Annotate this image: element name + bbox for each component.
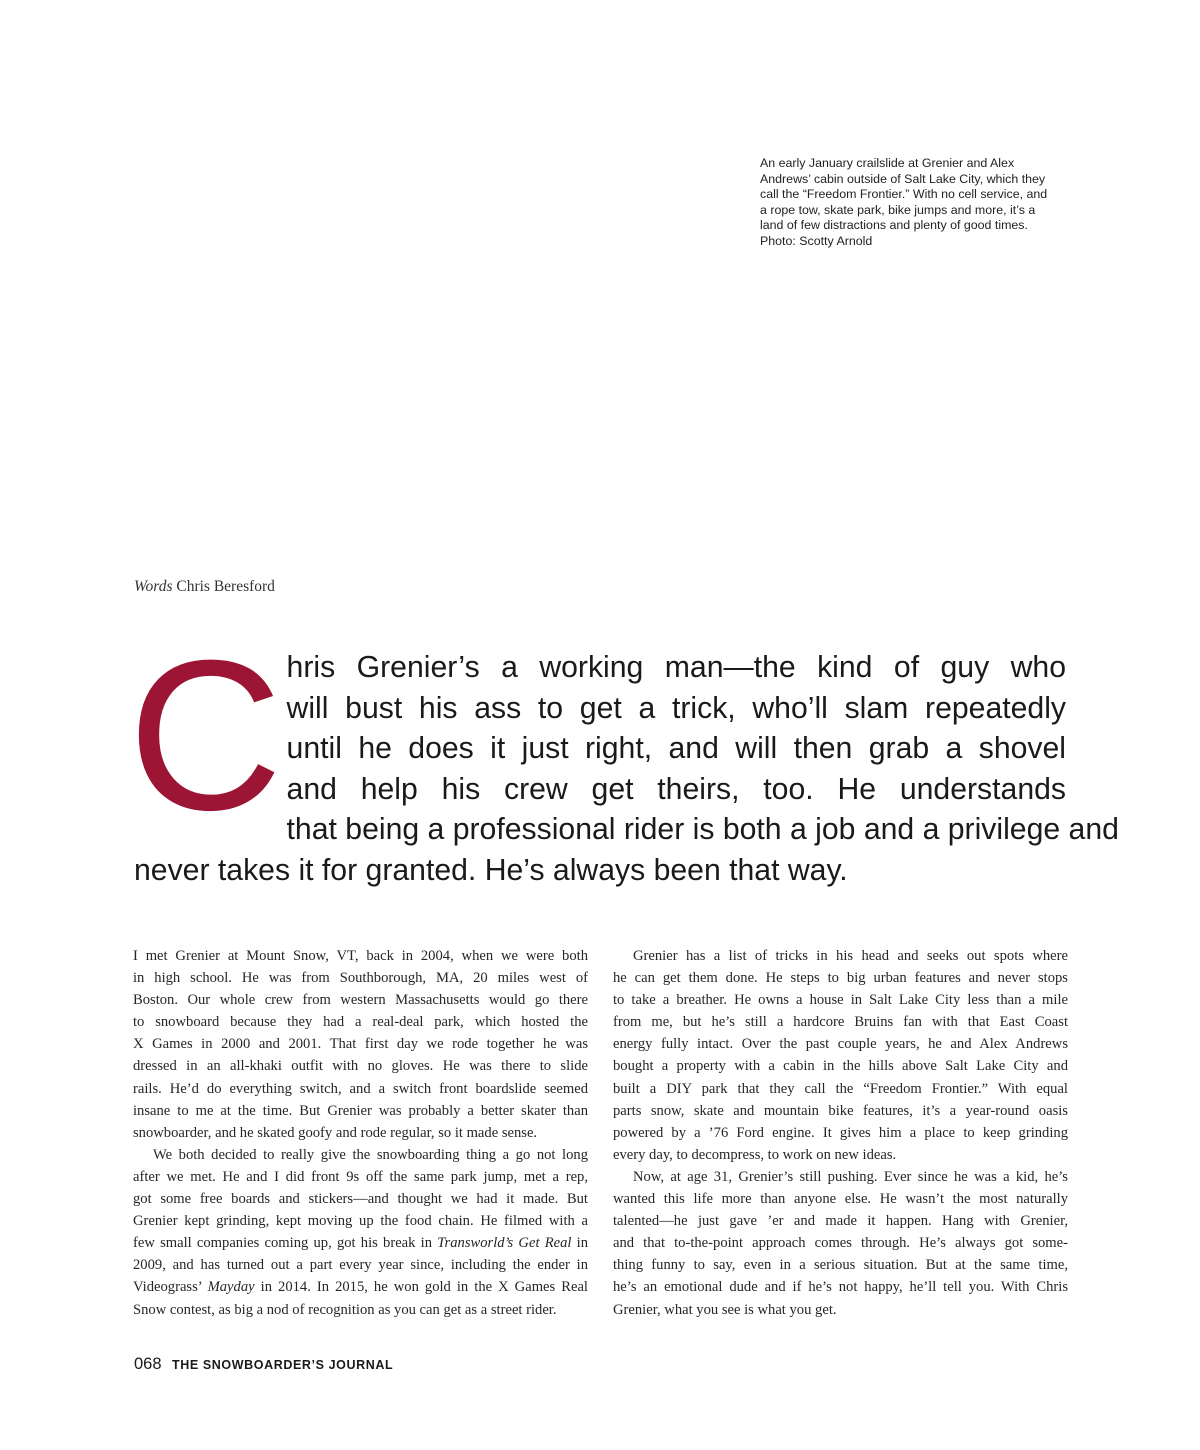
body-line: every day, to decompress, to work on new ideas. — [613, 1146, 897, 1163]
caption-line: Andrews’ cabin outside of Salt Lake City, which they — [760, 171, 1046, 186]
byline-author: Chris Beresford — [176, 578, 275, 595]
body-line: 2009, and has turned out a part every year since, including the ender in — [133, 1257, 588, 1274]
body-line: built a DIY park that they call the “Freedom Frontier.” With equal — [613, 1080, 1068, 1097]
body-line: parts snow, skate and mountain bike features, it’s a year-round oasis — [613, 1102, 1068, 1119]
page-number: 068 — [134, 1355, 162, 1373]
body-column-right — [613, 945, 1068, 1321]
intro-line: will bust his ass to get a trick, who’ll slam repeatedly — [286, 691, 1066, 725]
body-line: and that to-the-point approach comes through. He’s always got some- — [613, 1235, 1068, 1252]
intro-line: until he does it just right, and will then grab a shovel — [286, 732, 1066, 766]
body-line: to take a breather. He owns a house in Salt Lake City less than a mile — [613, 992, 1068, 1009]
body-paragraph — [133, 1144, 588, 1321]
body-line: Boston. Our whole crew from western Massachusetts would go there — [133, 992, 588, 1009]
body-text: in 2014. In 2015, he won gold in the X Games Real — [254, 1279, 588, 1296]
body-line: X Games in 2000 and 2001. That first day we rode together he was — [133, 1036, 588, 1053]
body-line: energy fully intact. Over the past couple years, he and Alex Andrews — [613, 1036, 1068, 1053]
body-line: thing funny to say, even in a serious situation. But at the same time, — [613, 1257, 1068, 1274]
body-line: snowboarder, and he skated goofy and rode regular, so it made sense. — [133, 1124, 538, 1141]
intro-line: and help his crew get theirs, too. He understands — [286, 772, 1066, 806]
body-line: in high school. He was from Southborough, MA, 20 miles west of — [133, 970, 588, 987]
body-line: I met Grenier at Mount Snow, VT, back in 2004, when we were both — [133, 948, 588, 964]
page-footer — [134, 1355, 393, 1374]
body-line: insane to me at the time. But Grenier was probably a better skater than — [133, 1102, 588, 1119]
body-line: talented—he just gave ’er and made it happen. Hang with Grenier, — [613, 1213, 1068, 1230]
body-line: after we met. He and I did front 9s off the same park jump, met a rep, — [133, 1168, 588, 1185]
byline — [134, 578, 275, 596]
body-text: Videograss’ — [133, 1279, 208, 1296]
magazine-title: THE SNOWBOARDER’S JOURNAL — [171, 1358, 394, 1372]
body-paragraph — [613, 1166, 1068, 1321]
intro-line: hris Grenier’s a working man—the kind of guy who — [286, 651, 1066, 684]
body-line: Grenier has a list of tricks in his head and seeks out spots where — [633, 948, 1068, 964]
body-line: We both decided to really give the snowboarding thing a go not long — [153, 1146, 588, 1163]
body-text: few small companies coming up, got his break in — [133, 1235, 438, 1252]
body-text: in — [571, 1235, 589, 1252]
film-title: Mayday — [207, 1279, 255, 1296]
caption-line: land of few distractions and plenty of good times. — [760, 218, 1028, 233]
body-paragraph — [613, 945, 1068, 1166]
body-line: powered by a ’76 Ford engine. It gives him a place to keep grinding — [613, 1124, 1068, 1141]
body-line: Now, at age 31, Grenier’s still pushing. Ever since he was a kid, he’s — [633, 1168, 1068, 1185]
body-line — [133, 1232, 588, 1254]
film-title: Transworld’s Get Real — [437, 1235, 572, 1252]
body-line: bought a property with a cabin in the hills above Salt Lake City and — [613, 1058, 1068, 1075]
byline-label: Words — [134, 578, 173, 595]
intro-paragraph — [128, 616, 1119, 892]
intro-line: never takes it for granted. He’s always been that way. — [134, 853, 848, 887]
caption-line: An early January crailslide at Grenier and Alex — [760, 156, 1015, 170]
body-line: to snowboard because they had a real-deal park, which hosted the — [133, 1014, 588, 1031]
body-line: wanted this life more than anyone else. He wasn’t the most naturally — [613, 1191, 1068, 1208]
body-line: Snow contest, as big a nod of recognition as you can get as a street rider. — [133, 1301, 557, 1318]
drop-cap: C — [128, 616, 277, 855]
body-line: he’s an emotional dude and if he’s not happy, he’ll tell you. With Chris — [613, 1279, 1068, 1296]
body-line: Grenier kept grinding, kept moving up the food chain. He filmed with a — [133, 1213, 588, 1230]
body-line: rails. He’d do everything switch, and a switch front boardslide seemed — [133, 1080, 588, 1097]
caption-line: a rope tow, skate park, bike jumps and more, it’s a — [760, 202, 1036, 217]
body-line: he can get them done. He steps to big urban features and never stops — [613, 970, 1068, 987]
body-paragraph — [133, 945, 588, 1144]
body-line: dressed in an all-khaki outfit with no gloves. He was there to slide — [133, 1058, 588, 1075]
intro-line: that being a professional rider is both a job and a privilege and — [286, 813, 1119, 847]
caption-line: call the “Freedom Frontier.” With no cell service, and — [760, 187, 1048, 202]
body-line: got some free boards and stickers—and thought we had it made. But — [133, 1191, 588, 1208]
body-line — [133, 1276, 588, 1298]
photo-caption — [760, 156, 1072, 250]
body-line: Grenier, what you see is what you get. — [613, 1301, 837, 1318]
body-column-left — [133, 945, 588, 1321]
caption-photo-credit: Photo: Scotty Arnold — [760, 233, 873, 248]
body-line: from me, but he’s still a hardcore Bruins fan with that East Coast — [613, 1014, 1068, 1031]
